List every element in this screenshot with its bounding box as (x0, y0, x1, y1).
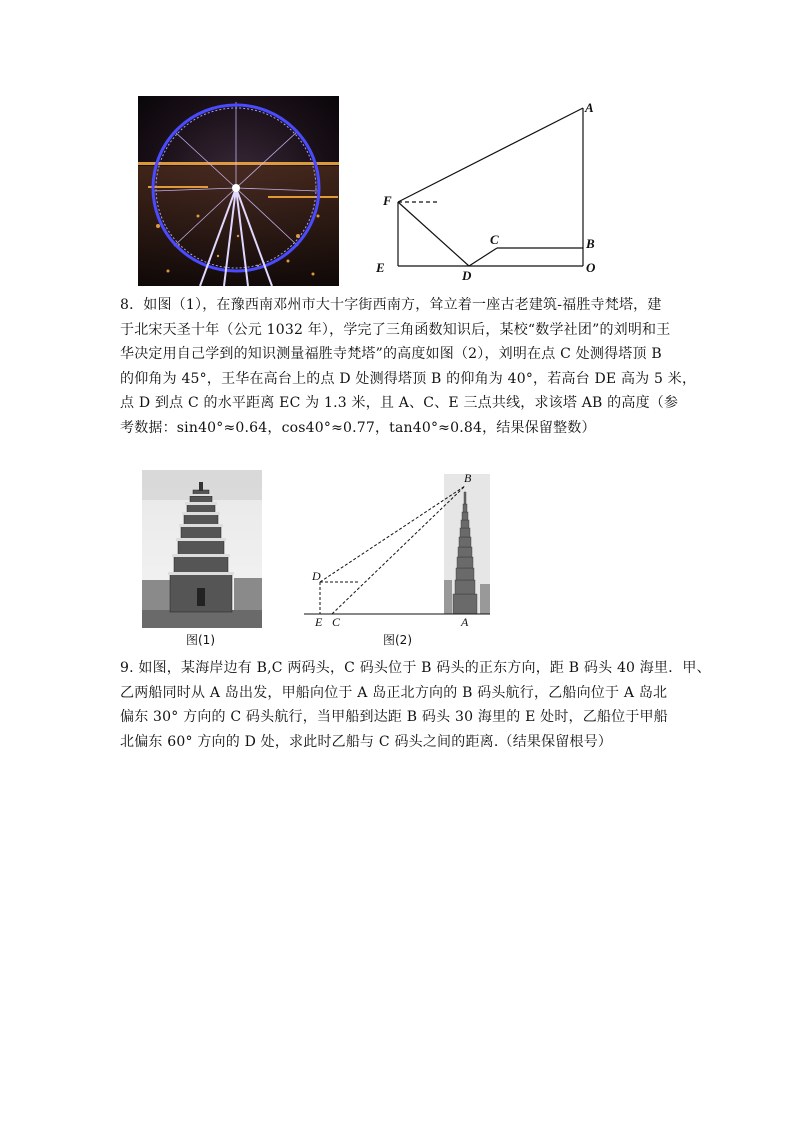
ferris-wheel-photo (138, 96, 339, 286)
question-9-line: 北偏东 60° 方向的 D 处，求此时乙船与 C 码头之间的距离.（结果保留根号） (120, 733, 613, 750)
question-8-line: 考数据：sin40°≈0.64，cos40°≈0.77，tan40°≈0.84，结果保留整数） (120, 419, 596, 436)
figure-2-caption: 图(2) (383, 633, 412, 647)
point-label-d: D (312, 569, 321, 583)
point-label-e: E (315, 615, 323, 629)
figure-1-caption: 图(1) (186, 633, 215, 647)
question-9 (120, 656, 711, 754)
point-label-a: A (461, 615, 469, 629)
point-label-a: A (585, 100, 594, 115)
point-label-b: B (464, 471, 472, 485)
question-9-line: 偏东 30° 方向的 C 码头航行，当甲船到达距 B 码头 30 海里的 E 处时，乙船位于甲船 (120, 709, 668, 725)
question-8-line: 于北宋天圣十年（公元 1032 年），学完了三角函数知识后，某校“数学社团”的刘明和王 (120, 321, 671, 338)
geometry-figure-fo (372, 96, 612, 282)
point-label-c: C (332, 615, 341, 629)
question-8-line: 的仰角为 45°，王华在高台上的点 D 处测得塔顶 B 的仰角为 40°，若高台 DE 高为 5 米， (120, 370, 697, 387)
point-label-f: F (383, 193, 392, 208)
question-8-line: 8．如图（1），在豫西南邓州市大十字街西南方，耸立着一座古老建筑-福胜寺梵塔，建 (120, 297, 662, 313)
point-label-b: B (586, 236, 595, 251)
question-9-line: 9. 如图，某海岸边有 B,C 两码头，C 码头位于 B 码头的正东方向，距 B 码头 40 海里．甲、 (120, 660, 711, 676)
point-label-e: E (376, 260, 385, 275)
pagoda-geometry-figure (300, 470, 500, 630)
question-8 (120, 293, 697, 440)
point-label-c: C (490, 232, 499, 247)
question-8-line: 点 D 到点 C 的水平距离 EC 为 1.3 米，且 A、C、E 三点共线，求该塔 AB 的高度（参 (120, 395, 679, 411)
pagoda-photo (142, 470, 262, 628)
question-8-line: 华决定用自己学到的知识测量福胜寺梵塔”的高度如图（2），刘明在点 C 处测得塔顶 B (120, 346, 662, 362)
point-label-d: D (462, 268, 472, 283)
question-9-line: 乙两船同时从 A 岛出发，甲船向位于 A 岛正北方向的 B 码头航行，乙船向位于 A 岛北 (120, 684, 668, 701)
point-label-o: O (586, 260, 596, 275)
